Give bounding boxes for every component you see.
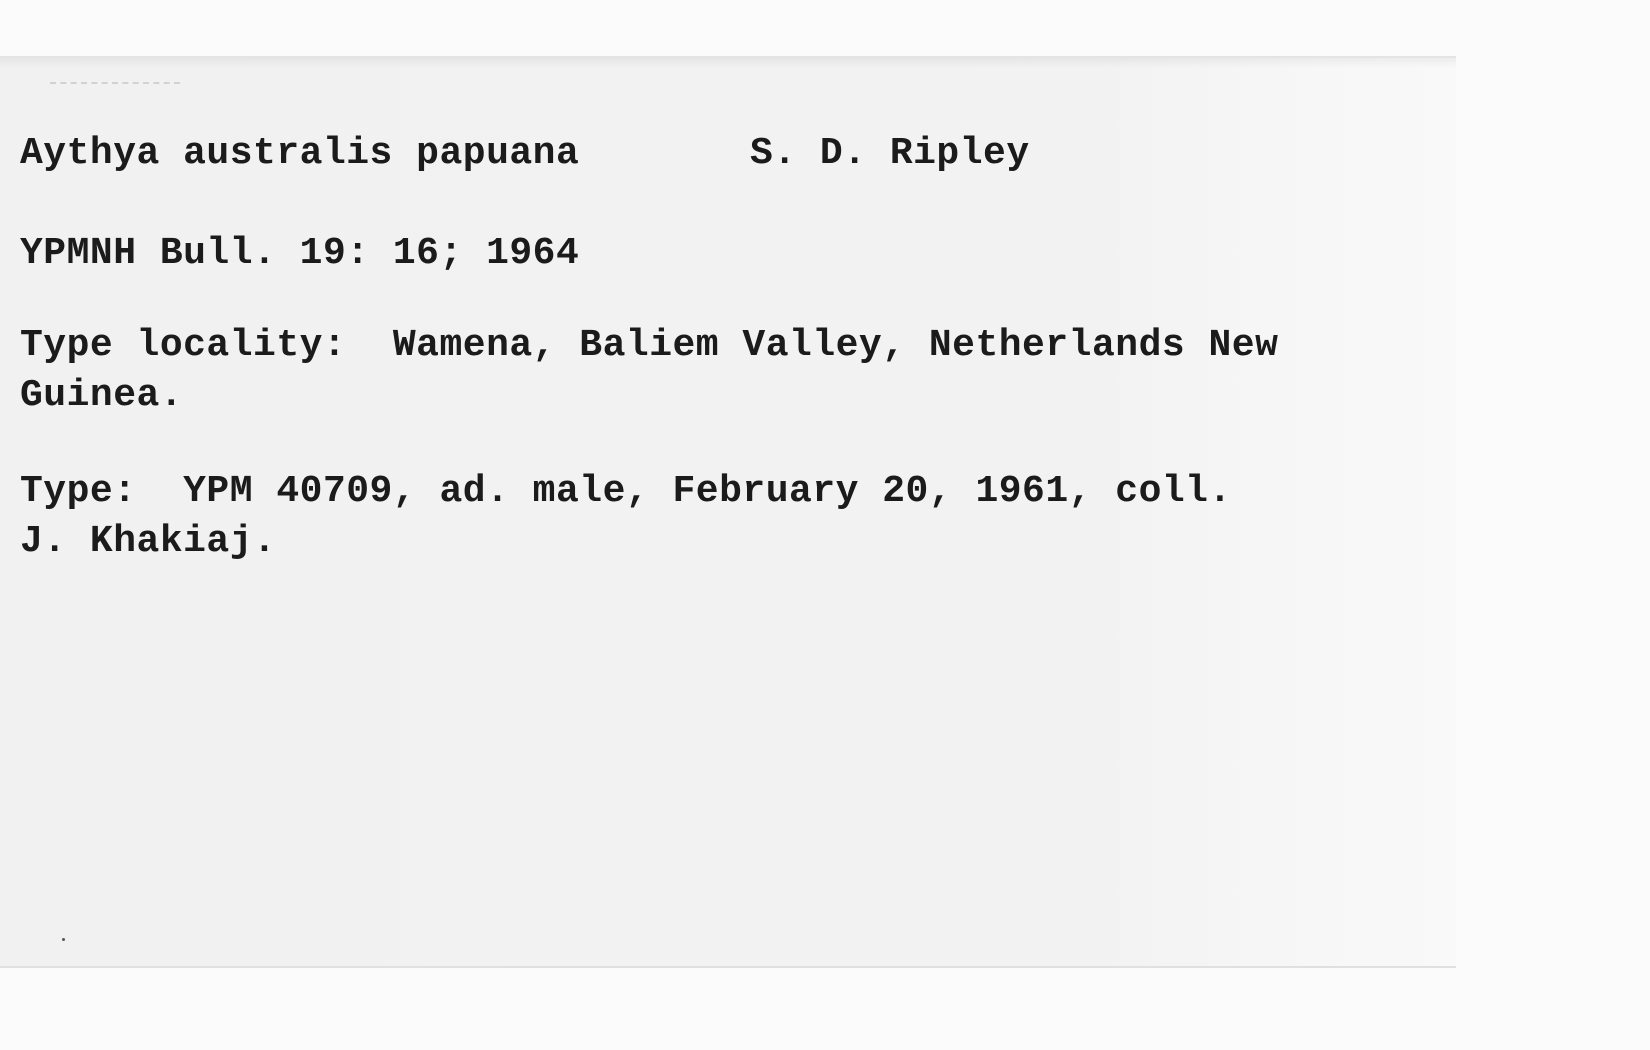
taxon-author: S. D. Ripley: [750, 132, 1030, 175]
card-dash-mark: [50, 82, 180, 84]
taxon-name: Aythya australis papuana: [20, 132, 580, 175]
type-locality-line-1: Type locality: Wamena, Baliem Valley, Netherlands New: [20, 324, 1279, 367]
card-edge-shadow: [0, 58, 1456, 68]
dust-speck: [62, 938, 65, 941]
type-locality-line-2: Guinea.: [20, 374, 184, 417]
type-specimen-line-2: J. Khakiaj.: [20, 520, 277, 563]
type-specimen-line-1: Type: YPM 40709, ad. male, February 20, 1961, coll.: [20, 470, 1232, 513]
index-card: [0, 56, 1456, 968]
citation: YPMNH Bull. 19: 16; 1964: [20, 232, 580, 275]
title-row: [20, 128, 1320, 180]
